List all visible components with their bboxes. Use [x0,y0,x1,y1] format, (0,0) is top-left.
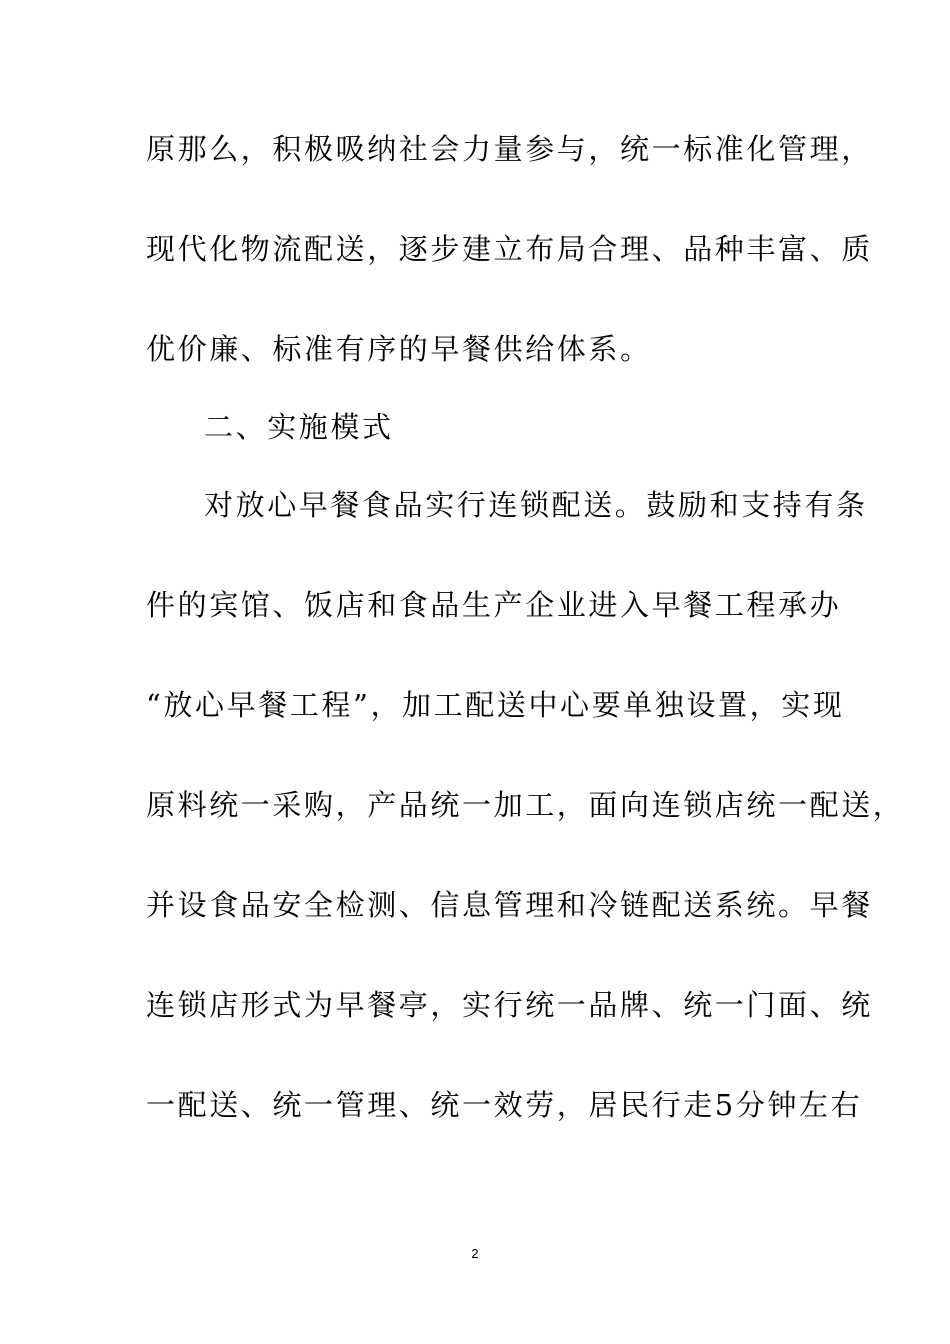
body-text-line: 优价廉、标准有序的早餐供给体系。 [146,332,652,366]
section-heading: 二、实施模式 [204,410,394,444]
body-text-line: 连锁店形式为早餐亭，实行统一品牌、统一门面、统 [146,988,873,1022]
body-text-line: 原那么，积极吸纳社会力量参与，统一标准化管理， [146,132,873,166]
body-text-line: 件的宾馆、饭店和食品生产企业进入早餐工程承办 [146,588,842,622]
body-text-line: “放心早餐工程”，加工配送中心要单独设置，实现 [146,688,845,722]
body-text-line: 并设食品安全检测、信息管理和冷链配送系统。早餐 [146,888,873,922]
page-number: 2 [471,1246,479,1261]
body-text-line: 现代化物流配送，逐步建立布局合理、品种丰富、质 [146,232,873,266]
body-text-line: 一配送、统一管理、统一效劳，居民行走5分钟左右 [146,1088,863,1122]
body-text-line: 原料统一采购，产品统一加工，面向连锁店统一配送， [146,788,905,822]
body-text-line: 对放心早餐食品实行连锁配送。鼓励和支持有条 [204,488,868,522]
